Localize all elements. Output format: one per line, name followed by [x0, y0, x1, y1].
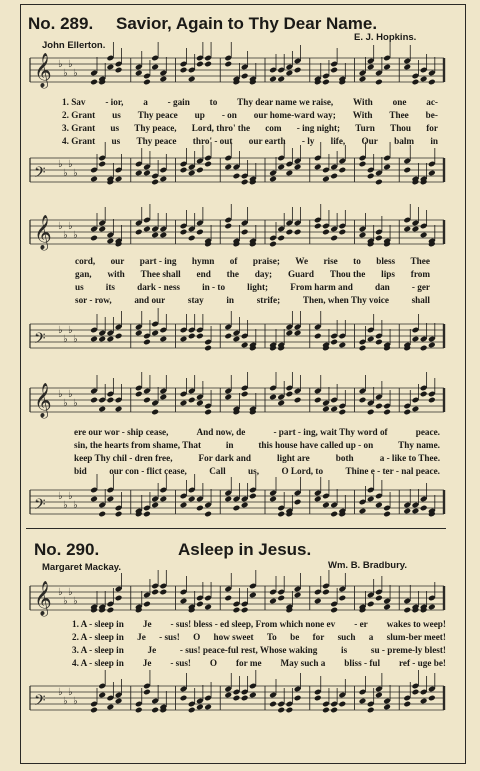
svg-text:♭: ♭	[58, 491, 63, 502]
svg-text:♭: ♭	[73, 500, 78, 511]
lyric-word: such	[337, 632, 356, 642]
lyric-word: Thy name.	[398, 440, 440, 450]
lyric-word: strife;	[256, 295, 281, 305]
lyric-word: Thy peace	[137, 110, 178, 120]
lyric-word: us	[75, 282, 84, 292]
lyric-word: this house have called up - on	[258, 440, 374, 450]
bass-clef-icon: 𝄢	[34, 496, 46, 517]
lyric-word: and our	[134, 295, 166, 305]
lyric-word: stay	[187, 295, 204, 305]
lyric-word: - er	[354, 619, 368, 629]
lyric-word: us	[112, 110, 121, 120]
svg-text:♭: ♭	[68, 325, 73, 336]
bass-staff-1	[30, 152, 444, 194]
svg-text:♭: ♭	[73, 398, 78, 409]
lyric-word: Thou the	[329, 269, 366, 279]
lyric-line	[75, 282, 430, 292]
lyric-word: its	[105, 282, 115, 292]
lyric-word: us	[111, 136, 121, 146]
lyric-line	[74, 427, 440, 437]
svg-text:♭: ♭	[58, 587, 63, 598]
lyric-word: us	[110, 123, 120, 133]
hymn-290-number: No. 290.	[34, 540, 100, 559]
lyric-line	[72, 619, 446, 629]
lyric-line	[72, 645, 446, 655]
lyric-line	[75, 269, 430, 279]
lyric-word: - ing night;	[296, 123, 341, 133]
treble-clef-icon: 𝄞	[34, 581, 52, 616]
lyric-word: Lord, thro' the	[191, 123, 251, 133]
lyric-word: with	[107, 269, 125, 279]
svg-text:♭: ♭	[63, 168, 68, 179]
lyric-word: O	[209, 658, 218, 668]
lyric-word: Thy dear name we raise,	[237, 97, 334, 107]
lyric-word: 3. A - sleep in	[72, 645, 124, 655]
lyric-line	[62, 110, 438, 120]
bass-clef-icon: 𝄢	[34, 164, 46, 185]
lyric-word: be	[290, 632, 300, 642]
hymn-289-number: No. 289.	[28, 14, 94, 33]
lyric-word: su - preme-ly blest!	[370, 645, 446, 655]
lyric-word: Thee	[389, 110, 409, 120]
lyric-line	[72, 658, 446, 668]
lyric-word: both	[335, 453, 354, 463]
bass-clef-icon: 𝄢	[34, 330, 46, 351]
lyric-word: of	[229, 256, 238, 266]
hymn-289-composer: E. J. Hopkins.	[354, 32, 417, 43]
hymn-290-author: Margaret Mackay.	[42, 562, 122, 573]
lyric-word: life,	[330, 136, 346, 146]
lyric-word: 3. Grant	[62, 123, 96, 133]
lyric-line	[72, 632, 446, 642]
lyric-word: cord,	[75, 256, 96, 266]
lyric-word: 4. A - sleep in	[72, 658, 124, 668]
lyric-word: May such a	[280, 658, 326, 668]
lyric-word: Thy peace,	[134, 123, 177, 133]
lyric-word: end	[196, 269, 211, 279]
lyric-word: from	[410, 269, 430, 279]
svg-text:♭: ♭	[63, 68, 68, 79]
lyric-line	[74, 466, 440, 476]
treble-staff-1	[30, 52, 444, 92]
lyric-word: to	[353, 256, 361, 266]
treble-clef-icon: 𝄞	[34, 53, 52, 88]
lyric-word: dan	[374, 282, 390, 292]
svg-text:♭: ♭	[58, 687, 63, 698]
lyric-word: Je	[147, 645, 157, 655]
lyric-line	[75, 295, 430, 305]
lyric-word: for me	[235, 658, 262, 668]
lyric-word: 1. A - sleep in	[72, 619, 124, 629]
treble-clef-icon: 𝄞	[34, 383, 52, 418]
lyric-word: 2. Grant	[62, 110, 96, 120]
lyric-word: thro' - out	[192, 136, 233, 146]
lyric-word: - gain	[167, 97, 190, 107]
lyric-line	[74, 453, 440, 463]
lyric-word: We	[295, 256, 309, 266]
lyric-word: To	[266, 632, 277, 642]
lyric-word: the	[226, 269, 239, 279]
svg-text:♭: ♭	[73, 68, 78, 79]
svg-text:♭: ♭	[63, 596, 68, 607]
lyric-word: ere our wor - ship cease,	[74, 427, 169, 437]
lyric-word: - sus!	[170, 658, 191, 668]
lyric-word: O Lord, to	[281, 466, 324, 476]
lyric-word: - ger	[411, 282, 430, 292]
lyric-word: dark - ness	[137, 282, 180, 292]
lyric-word: wakes to weep!	[386, 619, 446, 629]
lyric-word: sin, the hearts from shame, That	[74, 440, 202, 450]
treble-clef-icon: 𝄞	[34, 215, 52, 250]
lyric-word: With	[352, 110, 373, 120]
svg-text:♭: ♭	[58, 221, 63, 232]
lyric-line	[74, 440, 440, 450]
lyric-word: a - like to Thee.	[379, 453, 440, 463]
lyric-word: Turn	[355, 123, 375, 133]
lyric-word: Then, when Thy voice	[302, 295, 389, 305]
lyric-line	[62, 97, 438, 107]
bass-staff-4	[30, 680, 444, 720]
lyric-word: - ior,	[105, 97, 124, 107]
lyric-word: slum-ber meet!	[386, 632, 446, 642]
hymn-290-title: Asleep in Jesus.	[178, 540, 312, 559]
svg-text:♭: ♭	[63, 230, 68, 241]
lyric-word: Our	[361, 136, 378, 146]
lyric-word: - ly	[301, 136, 315, 146]
lyric-word: hymn	[191, 256, 215, 266]
lyric-word: bliss - ful	[344, 658, 381, 668]
lyric-word: our earth	[248, 136, 286, 146]
lyric-word: in	[430, 136, 438, 146]
lyric-word: one	[392, 97, 407, 107]
lyric-word: up	[194, 110, 205, 120]
svg-text:♭: ♭	[58, 389, 63, 400]
lyric-word: - on	[221, 110, 237, 120]
hymn-289-title: Savior, Again to Thy Dear Name.	[116, 14, 378, 33]
lyric-word: gan,	[75, 269, 92, 279]
lyric-word: - sus! peace-ful rest, Whose waking	[179, 645, 318, 655]
lyric-word: our con - flict cease,	[109, 466, 187, 476]
svg-text:♭: ♭	[63, 500, 68, 511]
lyric-word: Je	[142, 658, 152, 668]
lyric-word: ac-	[426, 97, 438, 107]
lyric-word: be-	[425, 110, 438, 120]
svg-text:♭: ♭	[68, 159, 73, 170]
lyric-word: keep Thy chil - dren free,	[74, 453, 173, 463]
lyric-word: 4. Grant	[62, 136, 96, 146]
lyric-word: Je	[142, 619, 152, 629]
lyric-word: - sus! bless - ed sleep, From which none ev	[170, 619, 336, 629]
bass-staff-2	[30, 318, 444, 360]
lyric-word: peace.	[415, 427, 440, 437]
lyric-word: lips	[381, 269, 395, 279]
bass-staff-3	[30, 484, 444, 524]
svg-text:♭: ♭	[68, 587, 73, 598]
hymn-290-composer: Wm. B. Bradbury.	[328, 560, 407, 571]
lyric-word: Je	[137, 632, 146, 642]
lyric-word: light are	[277, 453, 310, 463]
lyric-word: Thee shall	[140, 269, 181, 279]
lyric-word: praise;	[252, 256, 280, 266]
lyric-word: Thy peace	[136, 136, 177, 146]
svg-text:♭: ♭	[73, 230, 78, 241]
lyric-word: part - ing	[139, 256, 177, 266]
lyric-word: light;	[247, 282, 269, 292]
svg-text:♭: ♭	[58, 325, 63, 336]
treble-staff-3	[30, 382, 444, 422]
lyric-word: O	[193, 632, 201, 642]
lyric-word: is	[341, 645, 348, 655]
lyric-word: For dark and	[198, 453, 251, 463]
lyric-word: day;	[254, 269, 273, 279]
lyric-line	[62, 136, 438, 146]
svg-text:♭: ♭	[58, 59, 63, 70]
bass-clef-icon: 𝄢	[34, 692, 46, 713]
treble-staff-4	[30, 580, 444, 620]
section-divider	[26, 528, 446, 529]
lyric-word: sor - row,	[75, 295, 112, 305]
lyric-word: - sus!	[159, 632, 180, 642]
lyric-word: a	[143, 97, 148, 107]
lyric-word: com	[265, 123, 282, 133]
lyric-word: Guard	[287, 269, 314, 279]
lyric-word: ref - uge be!	[398, 658, 446, 668]
svg-text:♭: ♭	[68, 59, 73, 70]
lyric-line	[62, 123, 438, 133]
svg-text:♭: ♭	[63, 398, 68, 409]
svg-text:♭: ♭	[73, 334, 78, 345]
svg-text:♭: ♭	[73, 596, 78, 607]
lyric-word: bless	[376, 256, 396, 266]
svg-text:♭: ♭	[68, 687, 73, 698]
lyric-word: how sweet	[213, 632, 254, 642]
lyric-word: And now, de	[196, 427, 246, 437]
lyric-word: From harm and	[290, 282, 353, 292]
svg-text:♭: ♭	[63, 334, 68, 345]
lyric-word: rise	[323, 256, 338, 266]
lyric-word: shall	[411, 295, 430, 305]
svg-text:♭: ♭	[73, 168, 78, 179]
lyric-word: - part - ing, wait Thy word of	[273, 427, 388, 437]
lyric-word: for	[312, 632, 325, 642]
lyric-word: in	[225, 440, 234, 450]
lyric-word: for	[426, 123, 438, 133]
lyric-word: Call	[209, 466, 226, 476]
lyric-line	[75, 256, 430, 266]
lyric-word: 2. A - sleep in	[72, 632, 124, 642]
lyric-word: to	[209, 97, 218, 107]
lyric-word: With	[353, 97, 373, 107]
lyric-word: in - to	[202, 282, 226, 292]
lyric-word: bid	[74, 466, 87, 476]
lyric-word: in	[226, 295, 235, 305]
lyric-word: Thou	[390, 123, 412, 133]
svg-text:♭: ♭	[63, 696, 68, 707]
svg-text:♭: ♭	[58, 159, 63, 170]
lyric-word: our home-ward way;	[253, 110, 336, 120]
lyric-word: a	[368, 632, 374, 642]
lyric-word: Thee	[410, 256, 430, 266]
treble-staff-2	[30, 214, 444, 254]
lyric-word: balm	[394, 136, 415, 146]
svg-text:♭: ♭	[68, 221, 73, 232]
lyric-word: us,	[248, 466, 260, 476]
lyric-word: our	[110, 256, 125, 266]
lyric-word: Thine e - ter - nal peace.	[345, 466, 440, 476]
lyric-word: 1. Sav	[62, 97, 86, 107]
svg-text:♭: ♭	[68, 389, 73, 400]
svg-text:♭: ♭	[73, 696, 78, 707]
hymn-289-author: John Ellerton.	[42, 40, 106, 51]
svg-text:♭: ♭	[68, 491, 73, 502]
